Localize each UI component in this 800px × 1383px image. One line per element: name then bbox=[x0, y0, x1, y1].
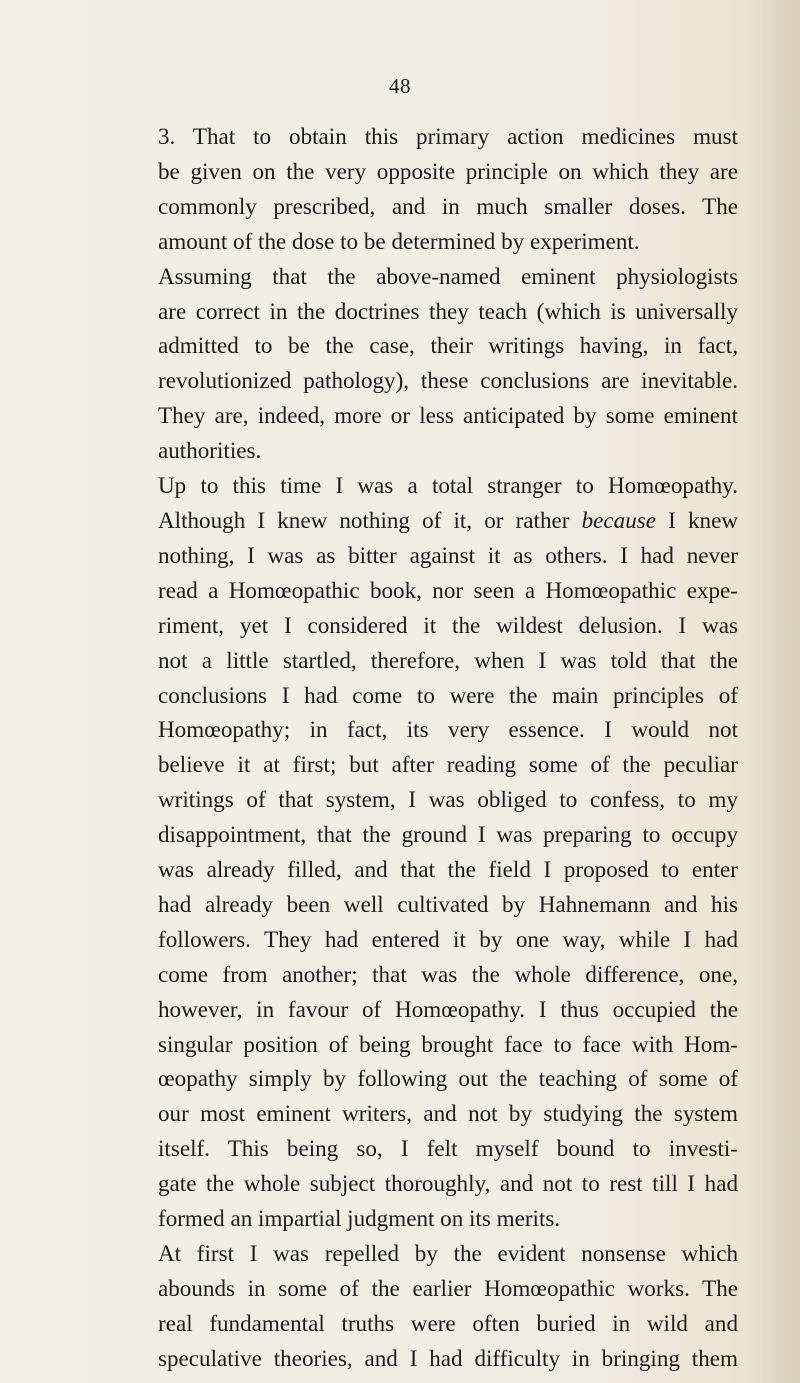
text-line: nothing, I was as bitter against it as others. I had never bbox=[158, 541, 738, 568]
text-line: read a Homœopathic book, nor seen a Homœopathic expe- bbox=[158, 576, 738, 603]
text-fragment: Although I knew nothing of it, or rather bbox=[158, 506, 582, 533]
paragraph-4 bbox=[128, 1236, 738, 1376]
text-line: speculative theories, and I had difficulty in bringing them bbox=[158, 1344, 738, 1371]
text-line: Homœopathy; in fact, its very essence. I would not bbox=[158, 716, 738, 743]
text-line: At first I was repelled by the evident nonsense which bbox=[158, 1240, 738, 1266]
text-line: singular position of being brought face to face with Hom- bbox=[158, 1030, 738, 1057]
paragraph-3 bbox=[128, 468, 738, 1236]
text-line: abounds in some of the earlier Homœopathic works. The bbox=[158, 1274, 738, 1301]
emphasized-word: because bbox=[581, 506, 656, 533]
text-line-with-emphasis bbox=[128, 503, 738, 538]
text-line: real fundamental truths were often buried in wild and bbox=[158, 1309, 738, 1336]
text-line: are correct in the doctrines they teach (which is universally bbox=[158, 297, 738, 324]
text-line: riment, yet I considered it the wildest delusion. I was bbox=[158, 611, 738, 638]
text-line: 3. That to obtain this primary action medicines must bbox=[158, 123, 738, 149]
text-line: amount of the dose to be determined by experiment. bbox=[158, 227, 640, 254]
text-fragment: I knew bbox=[656, 506, 738, 533]
text-line: revolutionized pathology), these conclusions are inevitable. bbox=[158, 367, 738, 394]
text-line: commonly prescribed, and in much smaller doses. The bbox=[158, 192, 738, 219]
text-line: followers. They had entered it by one way, while I had bbox=[158, 925, 738, 952]
text-line: however, in favour of Homœopathy. I thus occupied the bbox=[158, 995, 738, 1022]
text-line: formed an impartial judgment on its merits. bbox=[158, 1205, 561, 1232]
body-text bbox=[128, 119, 738, 1376]
text-line: gate the whole subject thoroughly, and not to rest till I had bbox=[158, 1170, 738, 1197]
text-line: authorities. bbox=[158, 437, 262, 464]
text-line: disappointment, that the ground I was preparing to occupy bbox=[158, 821, 738, 848]
text-line: come from another; that was the whole difference, one, bbox=[158, 960, 738, 987]
text-line: They are, indeed, more or less anticipated by some eminent bbox=[158, 402, 738, 429]
text-line: itself. This being so, I felt myself bound to investi- bbox=[158, 1135, 738, 1162]
text-line: had already been well cultivated by Hahnemann and his bbox=[158, 890, 738, 917]
paragraph-1 bbox=[128, 119, 738, 259]
paragraph-2 bbox=[128, 259, 738, 468]
page-number: 48 bbox=[389, 74, 411, 98]
text-line: our most eminent writers, and not by studying the system bbox=[158, 1100, 738, 1127]
text-line: was already filled, and that the field I proposed to enter bbox=[158, 856, 738, 883]
text-line: œopathy simply by following out the teaching of some of bbox=[158, 1065, 738, 1092]
text-line: Up to this time I was a total stranger to Homœopathy. bbox=[158, 472, 738, 499]
text-line: not a little startled, therefore, when I was told that the bbox=[158, 646, 738, 673]
text-line: believe it at first; but after reading some of the peculiar bbox=[158, 751, 738, 778]
text-line: admitted to be the case, their writings having, in fact, bbox=[158, 332, 738, 359]
text-line: conclusions I had come to were the main principles of bbox=[158, 681, 738, 708]
text-line: Assuming that the above-named eminent physiologists bbox=[158, 262, 738, 289]
text-line: be given on the very opposite principle on which they are bbox=[158, 157, 738, 184]
text-line: writings of that system, I was obliged to confess, to my bbox=[158, 786, 738, 813]
